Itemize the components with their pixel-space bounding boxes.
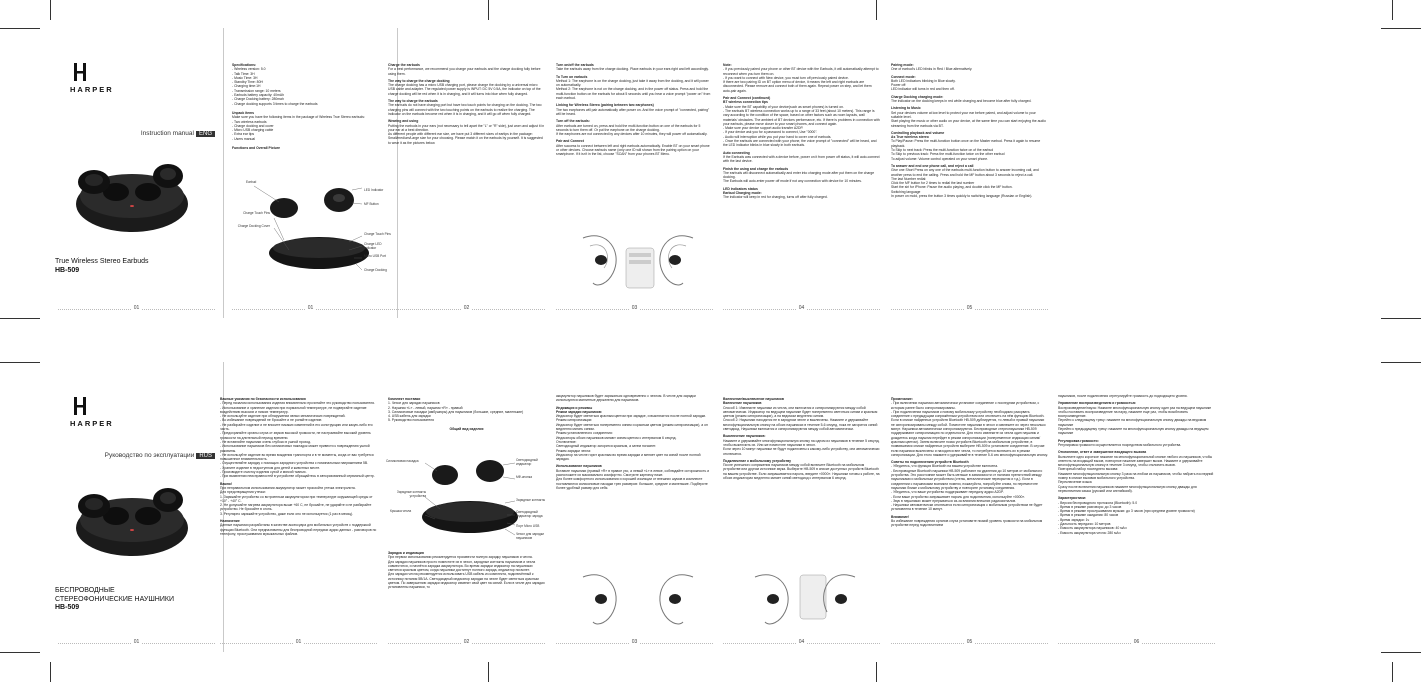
section-text: Method 1: The earphone is on the charge docking, just take it away from the docking, and it will power on automatically. Method 2: The earphone is not on the charge docking, and in the power off status. Press and hold the multi-function button on the earbuds for about 5 seconds until you hear a voice prompt "power on" from each earbud. [556, 78, 711, 101]
section-heading: Functions and Overall Picture [232, 146, 281, 151]
label-mf: МФ-кнопка [516, 475, 532, 479]
section-text: Регулировка громкости осуществляется посредством мобильного устройства. [1058, 442, 1182, 447]
section-text: Both LED indicators blinking in Blue slowly. Power off: LED indicator will turns in red and then off. [891, 78, 956, 92]
page-number: 01 [50, 306, 223, 310]
product-title [55, 258, 149, 275]
label-earbud: Earbud [246, 180, 257, 184]
section-text: - If you previously paired your phone or other BT device with the Earbuds, it will automatically attempt to reconnect when you turn them on. - If you want to connect with New device, you must turn off previously paired device. If there are two pairing ID on BT option menu of device, it means the left and right earbuds are disconnected. Please remove and connect both of them again. Repeat power on step, and let them auto-pair again. [723, 67, 879, 93]
crop-mark [876, 662, 877, 682]
ear-wearing-illustration [568, 567, 708, 637]
section-heading: Turn off the earbuds: [556, 119, 590, 124]
section-heading: Важно! [220, 481, 232, 486]
label-port: Порт Micro USB [516, 524, 540, 528]
crop-mark [488, 0, 489, 20]
section-text: При неправильном использовании аккумулятор может произойти утечка электролита. Для предотвращения утечки: 1. Заряжайте устройство со встроенным аккумулятором при температуре окружающей среды от +10° - +40° С. 2. Не допускайте нагрева аккумулятора выше +60 С, не бросайте, не ударяйте и не разбирайте устройство. Не бросайте в огонь. 3. Регулярно заряжайте устройство, даже если оно не используется (1 раз в месяц). [220, 485, 373, 516]
section-heading: Specifications: [232, 63, 257, 67]
section-text: После успешного сопряжения наушников между собой включите Bluetooth на мобильном устройстве или другом источнике звука. Выберите HB-509 в списке доступных устройств Bluetooth на вашем устройстве. Если запрашивается пароль, введите «0000». Наушники готовы к работе, на обоих индикаторах медленно мигает синий светодиод с интервалом 6 секунд. [723, 463, 881, 481]
page-number: 01 [50, 640, 223, 644]
section-text: 1. Чехол для зарядки наушников 2. Наушник «L» - левый, наушник «R» - правый 3. Силиконовые насадки (амбушюры) для наушников (большие, средние, маленькие) 4. USB кабель для зарядки 5. Руководство пользователя [388, 401, 524, 423]
section-text: Take the earbuds away from the charge docking. Place earbuds in your ears right and left accordingly. [556, 67, 709, 72]
section-heading: Charge the earbuds [388, 63, 420, 67]
section-heading: Примечание: [891, 397, 913, 401]
section-text: - Перед началом использования изделия внимательно прочитайте это руководство пользователя. - Использование и хранение изделия при нормальной температуре, не подвергайте изделие воздействию высоких и низких температур. - Не используйте изделие при обнаружении явных механических повреждений. - Во избежание повреждений не бросайте и не роняйте изделие. - Не разбирайте изделие и не вносите никаких изменений в его конструкцию или какую-либо его часть. - Предохраняйте органы слуха от звуков высокой громкости, не настраивайте высокий уровень громкости на длительный период времени. - Не вставляйте наушники очень глубоко в ушной проход. - Использование наушников без силиконовых накладок может привести к повреждению ушной раковины. - Не используйте изделие во время вождения транспорта и в те моменты, когда от вас требуется повышенное внимательность. - Осуществляйте зарядку с помощью зарядного устройства с номинальным напряжением 5В. - Храните изделие в недоступном для детей и животных месте. - Производите очистку изделия сухой и мягкой тканью. - При выявлении неисправностей в устройстве обращайтесь в авторизованный сервисный центр. [220, 401, 375, 479]
section-text: If the Earbuds was connected with a device before, power on it from power off status, it will auto-connect with the last device. [723, 154, 881, 164]
spec-panel-eng [224, 28, 397, 318]
section-text: After earbuds are turned on, press and hold the multi-function button on one of the earbuds for 5 seconds to turn them off. Or put the earphone on the charge docking. If the earphones are not connected by any devices after 10 minutes, they will power off automatically. [556, 123, 708, 137]
page-number: 02 [380, 306, 553, 310]
section-heading: Включение/выключение наушников Включение наушников [723, 397, 784, 406]
manual-label [141, 132, 215, 136]
page-number: 02 [380, 640, 553, 644]
page-number: 01 [224, 306, 397, 310]
section-heading: To Turn on earbuds [556, 74, 588, 79]
controls-panel-rus [1050, 362, 1223, 652]
section-heading: Внимание! [891, 514, 910, 519]
earbuds-case-photo [64, 470, 194, 570]
section-heading: Зарядка и индикация [388, 551, 424, 555]
section-heading: Finish the using and charge the earbuds [723, 166, 789, 171]
crop-mark [50, 662, 51, 682]
safety-panel-rus [212, 362, 385, 652]
language-badge: ENG [196, 131, 215, 137]
section-text: аккумулятор наушников будет заряжаться одновременно с чехлом. В чехле для зарядки используются магнитные держатели для наушников. [556, 394, 697, 403]
label-tips: Силиконовая насадка [386, 459, 419, 463]
section-text: При первом использовании рекомендуется произвести полную зарядку наушников и чехла. Для зарядки наушников просто поместите их в чехол, зарядные контакты наушников и чехла совместятся, и начнётся зарядка аккумулятора. Во время зарядки индикатор на наушниках светится красным цветом, когда наушники достигнут полного заряда, индикатор погаснет. Для зарядки чехла рекомендуется использовать USB кабель из комплекта, подключённый к источнику питания 5В/1А. Светодиодный индикатор зарядки на чехле будет светиться красным цветом. По завершению зарядки индикатор изменит свой цвет на синий. Если в чехле для зарядки установлены наушники, то [388, 555, 545, 590]
phone-pairing-illustration [745, 567, 865, 632]
section-heading: Управление воспроизведением и громкостью [1058, 401, 1136, 406]
manual-title: Instruction manual [140, 130, 194, 137]
label-micro-usb: Micro USB Port [364, 254, 386, 258]
section-text: Give one Short Press on any one of the earbuds multi-function button to answer incoming call, and another press to end the calling. Press and hold the MF button about 3 seconds to reject a call. The last Number redial: Click the MF button for 2 times to redial the last number Start the siri for iPhone: Pause the audio playing, and double click the MF button. Switching language In power on mold, press the button 3 times quickly to switching language (Russian or English). [891, 168, 1039, 199]
section-text: Putting the earbuds in your ears (not necessary to tell apart the "L" or "R" side), just worn and adjust it in your ear at a best direction. As different people with different ear size, we have put 3 different sizes of eartips in the package: Small/medium/Large size for your choosing. Please match it on the earbuds by yourself. It is suggested to wear it as the pictures below. [388, 123, 545, 145]
note-panel-rus [883, 362, 1056, 652]
brand-name: HARPER [70, 85, 114, 94]
page-number: 05 [883, 640, 1056, 644]
section-heading: Note: [723, 63, 732, 67]
label-led-indicator: LED Indicator [364, 188, 384, 192]
section-text: - При включении наушники автоматически установят соединение с последним устройством, с которым ранее было синхронизированы. - При подключении наушников к новому мобильному устройству необходимо разорвать соединение с предыдущим сопряжённым устройством или отключить на нём функцию Bluetooth. Если в списке найденных устройств Bluetooth HB-509 дублируется, то левый и правый наушники не синхронизированы между собой. Поместите наушники в чехол и извлеките их через несколько минут. Наушники автоматически синхронизируются. Беспроводные стереонаушники HB-509 поддерживают синхронизацию по отдельности. Для этого извлеките из чехла один наушник и дождитесь когда наушник перейдет в режим синхронизации (попеременное индикации синим/красным цветом). Затем включите поиск устройств Bluetooth на мобильном устройстве, в появившемся списке найденных устройств выберите HB-509 и установите соединение. В случае если наушники выключены и находятся вне чехла, то потребуется включить их в режим синхронизации. Для этого нажмите и удерживайте в течение 5-6 сек многофункциональную кнопку. [891, 401, 1048, 457]
russian-manual-sheet [50, 362, 1392, 652]
section-heading: Использование наушников [556, 464, 602, 469]
section-heading: Выключение наушников: [723, 434, 766, 439]
page-number: 03 [548, 640, 721, 644]
pairing-panel-eng [715, 28, 888, 318]
page-number: 06 [1050, 640, 1223, 644]
section-heading: Listening to Music [891, 106, 921, 111]
page-number: 05 [883, 306, 1056, 310]
product-title [55, 587, 174, 613]
power-panel-rus [715, 362, 888, 652]
product-name-line1: БЕСПРОВОДНЫЕ [55, 587, 115, 594]
english-manual-sheet [50, 28, 1392, 318]
section-heading: To answer and end one phone call, and reject a call [891, 163, 974, 168]
page-number: 04 [715, 640, 888, 644]
indication-panel-rus [548, 362, 721, 652]
label-charge-touch-pins-right: Charge Touch Pins [364, 232, 391, 236]
section-text: - Make sure the BT capability of your device(such as smart phones) is turned on. - The earbuds BT wireless connection works up to a range of 33 feet (about 10 meters). This range is vary according to the condition of the space, based on other factors such as room layouts, wall materials' obstacles. The ambient of BT devices performance, etc. If there is problems in connection with your earbuds, please move closer to your smart phones, and connect again. - Make sure your device support audio transfer A2DP. - If your device ask you for a password to connect, Use "0000". - Audio will interruption while you put your hand to cover one of earbuds. - Once the earbuds are connected with your phone, the voice prompt of "connected" will be heard, and the LED indicator blinks in blue slowly in both earbuds. [723, 104, 880, 148]
section-text: The earbuds will disconnect automatically and enter into charging mode after put them on the charge docking. The Earbuds will auto-enter power off mode if not any connection with device for 10 minutes. [723, 170, 875, 184]
section-heading: Индикация и режимы Режим зарядки наушников: [556, 405, 603, 414]
section-text: Индикатор будет светиться красным цветом при зарядке, и выключится после полной зарядки. Режим синхронизации: Индикатор будет светиться попеременно синим и красным цветом (режим синхронизации), а он медленно мигать синим. Режим установленного соединения: Индикаторы обоих наушников мигают синим цветом с интервалом 6 секунд. Отключение: Светодиодный индикатор загорится красным, а затем погаснет. Режим зарядки чехла: Индикатор на чехле горит красным во время зарядки и меняет цвет на синий после полной зарядки. [556, 414, 708, 462]
section-text: Make sure you have the following items in the package of Wireless True Stereo earbuds: - Two wireless earbuds - Charge docking and cover - Micro USB charging cable - Extra ear tips - Users manual [232, 115, 365, 141]
cover-panel-eng [50, 28, 223, 318]
section-heading: Linking for Wireless Stereo (pairing between two earphones) [556, 103, 654, 108]
harper-logo-icon [74, 63, 86, 81]
section-heading: Регулировка громкости: [1058, 438, 1099, 443]
package-panel-rus [380, 362, 553, 652]
section-text: To Play/Pause: Press the multi-function button once on the Master earbud. Press it again to resume playback. To Skip to next track: Press the multi-function twice on of the earbud To Skip to previous track: Press the multi-function twice on the other earbud To adjust volume: Volume control operated on your smart phone. [891, 139, 1041, 161]
page-number: 01 [212, 640, 385, 644]
section-heading: Характеристики: [1058, 496, 1087, 501]
section-text: Вставьте наушники (правый «R» в правое ухо, а левый «L» в левое, соблюдайте осторожность и расположите их максимально комфортно. Смотрите картинку ниже. Для более комфортного использования и хорошей изоляции от внешних шумов в комплекте поставляются силиконовые насадки трех размеров: большие, средние и маленькие. Подберите более удобный размер для себя. [556, 468, 710, 490]
section-heading: Wearing and using [388, 119, 419, 124]
section-heading: Connect mode: [891, 74, 916, 79]
crop-mark [1381, 318, 1421, 319]
crop-mark [50, 0, 51, 20]
figure-caption: Общий вид изделия [449, 426, 484, 431]
section-heading: Auto connecting [723, 150, 750, 155]
section-text: The charge docking has a micro USB charging port, please charge the docking by a universal micro USB cable and adapter. The regulated power supply is INPUT: DC 5V 0.5A, the indicator on top of the charge docking will be red when it is in charging, and it will turns into blue when fully charged. [388, 83, 542, 96]
label-cover: Крышка чехла [390, 509, 412, 513]
section-text: Способ 1: Извлеките наушники из чехла, они включатся и синхронизируются между собой автоматически. Индикатор на ведущем наушнике будет попеременно светиться синим и красным цветом (режим синхронизации), а на ведомом медленно синим. Способ 2: Наушники находятся не в зарядном чехле и выключены. Нажмите и удерживайте многофункциональную кнопку на обоих наушниках в течение 5-6 секунд, пока не загорится синий светодиод. Наушники включатся и синхронизируются между собой автоматически. [723, 405, 878, 432]
section-heading: Советы по подключению устройств Bluetooth [891, 460, 969, 465]
section-heading: Важные указания по безопасности использования [220, 397, 306, 401]
section-text: The indicator will keep in red for charging, turns off after fully charged. [723, 195, 828, 200]
section-heading: Turn on/off the earbuds [556, 63, 594, 67]
label-charge-led: Charge LED Indicator [364, 242, 382, 251]
model-number: HB-509 [55, 266, 80, 274]
crop-mark [0, 362, 40, 363]
section-heading: Charge Docking charging mode: [891, 94, 944, 99]
section-heading: Подключение к мобильному устройству [723, 458, 792, 463]
label-contacts: Зарядные контакты устройства [396, 490, 426, 499]
section-text: One of earbud's LED blinks in Red / Blue alternatively. [891, 67, 973, 72]
section-heading: Pair and Connect (continued) BT wireless connection tips [723, 96, 771, 105]
charging-panel-eng [380, 28, 553, 318]
controls-panel-eng [883, 28, 1056, 318]
manual-label [105, 454, 215, 458]
crop-mark [0, 318, 40, 319]
section-text: Нажмите и удерживайте многофункциональную кнопку на одном из наушников в течение 5 секунд, чтобы выключить их. Или же поместите наушники в чехол. Если через 10 минут наушники не будут подключены к какому-либо устройству, они автоматически отключатся. [723, 438, 880, 456]
crop-mark [0, 28, 40, 29]
label-mf-button: MF Button [364, 202, 379, 206]
ear-wearing-illustration [568, 228, 708, 298]
section-text: The indicator on the docking keeps in red while charging and become blue after fully charged. [891, 99, 1032, 104]
page-number: 03 [548, 306, 721, 310]
section-text: Воспроизведение/пауза: Нажмите многофункциональную кнопку один раз на ведущем наушнике чтобы поставить воспроизведение на паузу, нажмите еще раз, чтобы возобновить воспроизведение. Перейти к следующему треку: нажмите на многофункциональную кнопку дважды на ведомом наушнике Перейти к предыдущему треку: нажмите на многофункциональную кнопку дважды на ведущем наушнике [1058, 405, 1212, 436]
section-text: Данные наушники разработаны в качестве аксессуара для мобильных устройств с поддержкой функции Bluetooth. Они предназначены для беспроводной передачи аудио данных - разговоров по телефону, прослушивания музыкальных файлов. [220, 523, 378, 536]
section-text: Set your devices volume at low level to protect your ear before paired, and adjust volume to your suitable level. Start playing the music or other audio on your device, at the same time you can start enjoying the audio streaming from the earbuds via BT. [891, 110, 1046, 128]
section-heading: Controlling playback and volume As True wireless stereo [891, 130, 945, 140]
manual-title: Руководство по эксплуатации [104, 452, 195, 459]
power-panel-eng [548, 28, 721, 318]
crop-mark [876, 0, 877, 20]
label-charge-docking: Charge Docking [364, 268, 387, 272]
section-heading: The way to charge the earbuds [388, 99, 438, 104]
crop-mark [488, 662, 489, 682]
brand-name: HARPER [70, 419, 114, 428]
label-led-right: Светодиодный индикатор заряда [516, 510, 543, 519]
language-badge: RUS [196, 453, 215, 459]
section-heading: LED indicators status Earbud Charging mode: [723, 186, 762, 196]
crop-mark [1392, 662, 1393, 682]
label-contacts-right: Зарядные контакты [516, 498, 546, 502]
section-text: For a best performance, we recommend you charge your earbuds and the charge docking fully before using them. [388, 67, 542, 76]
section-text: Во избежание повреждения органов слуха установите низкий уровень громкости на мобильном устройстве перед подключением [891, 519, 1044, 528]
section-text: The two earphones will pair automatically after power on. And the voice prompt of "connected, pairing" will be heard. [556, 107, 711, 116]
section-heading: Отклонение, ответ и завершение входящего вызова [1058, 450, 1147, 455]
earbuds-case-photo [64, 146, 194, 246]
section-text: - Версия беспроводного протокола (Bluetooth): 5.0 - Время в режиме разговора: до 3 часов - Время в режиме прослушивания музыки: до 3 часов (при среднем уровне громкости) - Время в режиме ожидания: 80 часов - Время зарядки: 1ч - Дальность передачи: 10 метров - Емкость аккумулятора наушников: 40 мАч - Емкость аккумулятора чехла: 280 мАч [1058, 500, 1195, 535]
section-heading: The way to charge the charge docking [388, 78, 450, 83]
section-heading: Комплект поставки [388, 397, 421, 401]
cover-panel-rus [50, 362, 223, 652]
section-heading: Pairing mode: [891, 63, 914, 67]
product-name: True Wireless Stereo Earbuds [55, 258, 149, 265]
product-name-line2: СТЕРЕОФОНИЧЕСКИЕ НАУШНИКИ [55, 595, 174, 603]
crop-mark [0, 652, 40, 653]
harper-logo-icon [74, 397, 86, 415]
section-heading: Pair and Connect [556, 139, 584, 144]
section-text: наушников, после подключения отрегулируйте громкость до подходящего уровня. [1058, 394, 1188, 398]
label-led: Светодиодный индикатор [516, 458, 538, 467]
section-text: - Убедитесь, что функция Bluetooth на вашем устройстве включена. - Беспроводные Bluetooth наушники HB-509 работают на удалении до 10 метров от мобильного устройства. Это расстояние может быть меньше в зависимости от наличия препятствий между наушниками и мобильным устройством (стены, металлические перекрытия и т.д.). Если в соединении с наушниками возникли помехи, пожалуйста, попробуйте снова, но переместите наушники ближе к мобильному устройству и повторите установку соединения. - Убедитесь, что ваше устройство поддерживает передачу аудио A2DP. - Если ваше устройство запрашивает пароль для подключения, используйте «0000». - Звук в наушниках может прерываться из-за влияния внешних радиосигналов. - Наушники автоматически отключатся если синхронизация с мобильным устройством не будет установлена в течение 10 минут. [891, 464, 1043, 512]
section-heading: Назначение [220, 519, 240, 524]
section-text: Выполните одно короткое нажатие на многофункциональной кнопке любого из наушников, чтобы ответить на входящий вызов, повторное нажатие завершит вызов. Нажмите и удерживайте многофункциональную кнопку в течение 3 секунд, чтобы отклонить вызов. Повторный набор последнего вызова: Нажмите многофункциональную кнопку 3 раза на любом из наушников, чтобы набрать последний номер в списке вызовов мобильного устройства. Переключение языка Сразу после включения наушников нажмите многофункциональную кнопку дважды для переключения языка (русский или английский). [1058, 454, 1214, 493]
crop-mark [1392, 0, 1393, 20]
label-charge-touch-pins: Charge Touch Pins [243, 211, 270, 215]
section-text: After success to connect between left and right earbuds automatically. Enable BT on your smart phone or other devices. Choose earbuds name (only one ID will shown from the pairing option on your smartphone. If it isn't in the list, choose "SCAN" from your phones BT Menu. [556, 143, 711, 157]
page-number: 04 [715, 306, 888, 310]
section-text: - Wireless version: 5.0 - Talk Time: 3H - Music Time: 3H - Standby Time: 80H - Charging time:1H - Transmission range: 10 meters - Earbuds battery capacity: 40mAh - Charge Docking battery: 280mah - Charge docking supports 3 times to charge the earbuds [232, 67, 318, 106]
model-number: HB-509 [55, 604, 80, 611]
section-heading: Unpack items [232, 110, 255, 115]
label-case: Чехол для зарядки наушников [516, 532, 544, 541]
crop-mark [1381, 652, 1421, 653]
section-text: The earbuds do not have charging port but have two touch points for charging on the docking. The two charging pins will connect with the two touching points on the earbuds to realize the charging. The indicator on the earbuds become red when it is in charging, and it will go off when fully charged. [388, 103, 543, 116]
label-charge-docking-cover: Charge Docking Cover [237, 224, 270, 228]
